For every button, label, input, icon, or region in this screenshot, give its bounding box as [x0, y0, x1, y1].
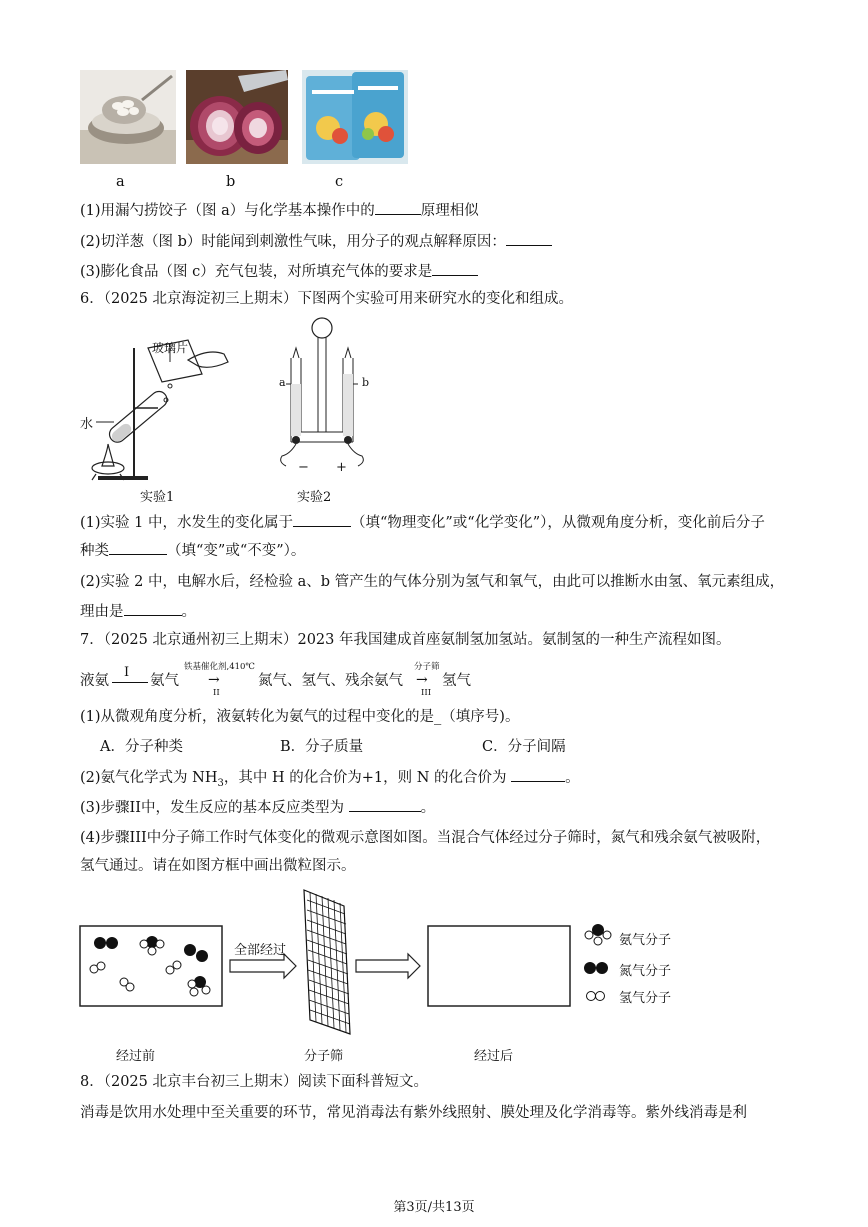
sieve-arrow-label: 全部经过	[234, 943, 287, 958]
q7-process-flow	[80, 660, 580, 700]
flow-condition-3: 分子筛	[414, 662, 440, 672]
exp2-b-label: b	[362, 376, 370, 389]
q6-title: 6．（2025 北京海淀初三上期末）下图两个实验可用来研究水的变化和组成。	[80, 291, 573, 307]
flow-arrow-2: →	[208, 672, 220, 688]
q6-part2-line1: (2)实验 2 中，电解水后，经检验 a、b 管产生的气体分别为氢气和氧气，由此可以推断水由氢、氧元素组成，	[80, 574, 785, 590]
q7-blank-2[interactable]	[349, 797, 421, 812]
q7-title: 7．（2025 北京通州初三上期末）2023 年我国建成首座氨制氢加氢站。氨制氢的一种生产流程如图。	[80, 632, 731, 648]
q7-part1: (1)从微观角度分析，液氨转化为氨气的过程中变化的是_（填序号)。	[80, 709, 520, 725]
flow-ammonia-gas: 氨气	[150, 673, 179, 689]
flow-arrow-3: →	[416, 672, 428, 688]
flow-step-3-label: III	[421, 688, 432, 698]
photo-dumplings	[80, 70, 176, 164]
photo-b-label: b	[226, 174, 236, 190]
sieve-after-label: 经过后	[474, 1049, 514, 1064]
q7-part2: (2)氨气化学式为 $NH_3$，其中 H 的化合价为+1，则 N 的化合价为 。	[80, 767, 580, 794]
flow-gas-mixture: 氮气、氢气、残余氨气	[258, 673, 403, 689]
exp2-minus-label: −	[298, 460, 309, 475]
flow-liquid-ammonia: 液氨	[80, 673, 109, 689]
q7-part3: (3)步骤II中，发生反应的基本反应类型为 。	[80, 797, 435, 818]
exp2-a-label: a	[279, 376, 286, 389]
photo-snack-bags	[302, 70, 408, 164]
q5-part2: (2)切洋葱（图 b）时能闻到刺激性气味，用分子的观点解释原因：	[80, 231, 552, 252]
experiment-2-diagram	[274, 314, 374, 482]
legend-ammonia-molecule: 氨气分子	[619, 933, 672, 948]
q6-part1-line2: 种类 （填“变”或“不变”）。	[80, 540, 305, 561]
q8-title: 8．（2025 北京丰台初三上期末）阅读下面科普短文。	[80, 1074, 428, 1090]
q7-part4-line2: 氢气通过。请在如图方框中画出微粒图示。	[80, 858, 356, 874]
exp2-caption: 实验2	[297, 490, 332, 505]
flow-arrow-1	[112, 682, 148, 683]
q7-part4-line1: (4)步骤III中分子筛工作时气体变化的微观示意图如图。当混合气体经过分子筛时，氮气和残余氨气被吸附，	[80, 830, 771, 846]
photo-a-label: a	[116, 174, 125, 190]
q8-paragraph: 消毒是饮用水处理中至关重要的环节，常见消毒法有紫外线照射、膜处理及化学消毒等。紫外线消毒是利	[80, 1105, 747, 1121]
q6-part2-line2: 理由是 。	[80, 601, 196, 622]
q5-blank-1[interactable]	[375, 200, 421, 215]
q6-blank-1[interactable]	[293, 512, 351, 527]
q6-blank-2[interactable]	[109, 540, 167, 555]
exp1-glass-label: 玻璃片	[152, 341, 189, 355]
exp2-plus-label: +	[336, 460, 347, 475]
flow-step-1-label: I	[124, 665, 130, 680]
q5-blank-2[interactable]	[506, 231, 552, 246]
legend-nitrogen-molecule: 氮气分子	[619, 964, 672, 979]
q6-blank-3[interactable]	[124, 601, 182, 616]
photo-c-label: c	[335, 174, 344, 190]
page-number-footer: 第3页/共13页	[393, 1200, 475, 1215]
sieve-before-label: 经过前	[116, 1049, 156, 1064]
q5-blank-3[interactable]	[432, 261, 478, 276]
q5-part1: (1)用漏勺捞饺子（图 a）与化学基本操作中的 原理相似	[80, 200, 479, 221]
exp1-water-label: 水	[80, 417, 94, 432]
q7-option-a[interactable]: A．分子种类	[100, 739, 183, 755]
flow-step-2-label: II	[213, 688, 220, 698]
q7-blank-1[interactable]	[511, 767, 565, 782]
q6-part1-line1: (1)实验 1 中，水发生的变化属于 （填“物理变化”或“化学变化”），从微观角度分析，变化前后分子	[80, 512, 765, 533]
sieve-label: 分子筛	[304, 1049, 344, 1064]
legend-hydrogen-molecule: 氢气分子	[619, 991, 672, 1006]
q7-option-b[interactable]: B．分子质量	[280, 739, 364, 755]
photo-onion	[186, 70, 288, 164]
flow-hydrogen: 氢气	[442, 673, 471, 689]
q5-part3: (3)膨化食品（图 c）充气包装，对所填充气体的要求是	[80, 261, 478, 282]
exp1-caption: 实验1	[140, 490, 175, 505]
q7-option-c[interactable]: C．分子间隔	[482, 739, 566, 755]
flow-condition-2: 铁基催化剂,410℃	[184, 662, 255, 672]
